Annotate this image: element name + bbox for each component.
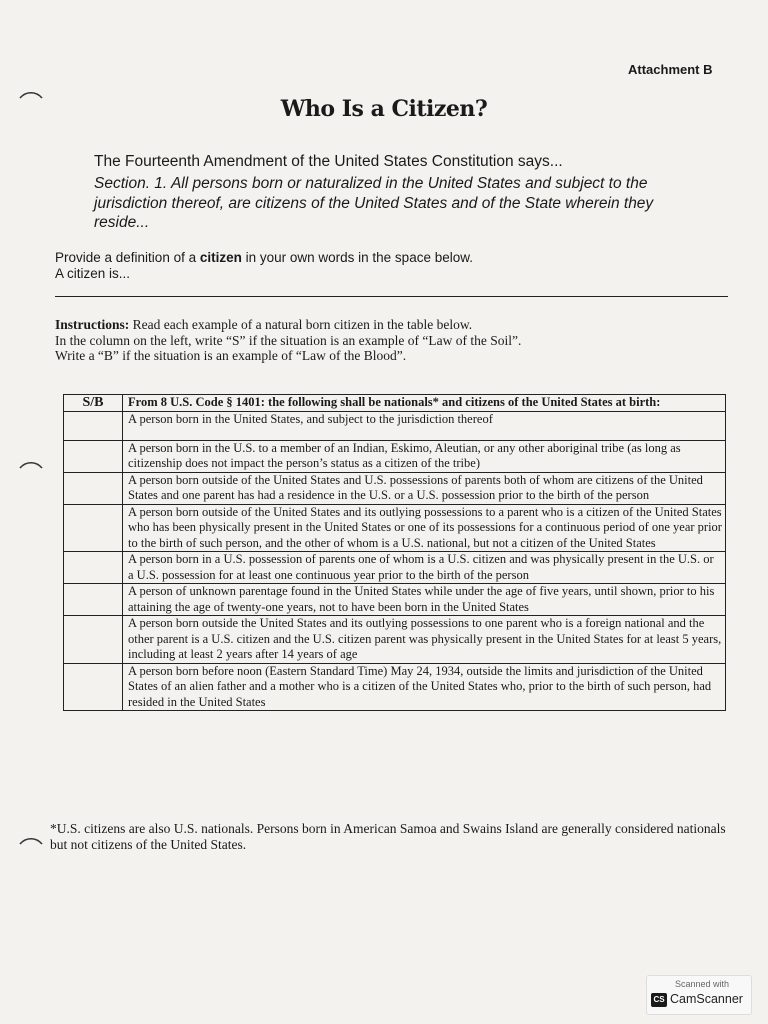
- table-row: [64, 616, 726, 664]
- sb-answer-input[interactable]: [64, 616, 122, 644]
- sb-answer-input[interactable]: [64, 473, 122, 501]
- camscanner-logo-icon: CS: [651, 993, 667, 1007]
- table-header-row: [64, 395, 726, 412]
- instructions-label: Instructions:: [55, 317, 130, 332]
- sb-answer-input[interactable]: [64, 664, 122, 692]
- camscanner-watermark: [646, 975, 752, 1015]
- nationals-footnote: *U.S. citizens are also U.S. nationals. Persons born in American Samoa and Swains Island are generally considered nationals but not citizens of the United States.: [50, 821, 726, 852]
- instructions-block: [55, 317, 735, 364]
- table-row: [64, 552, 726, 584]
- sb-answer-input[interactable]: [64, 584, 122, 612]
- amendment-heading: The Fourteenth Amendment of the United States Constitution says...: [94, 153, 563, 170]
- binder-hole-mark: [18, 836, 44, 850]
- scenario-text: A person born before noon (Eastern Standard Time) May 24, 1934, outside the limits and jurisdiction of the United States of an alien father and a mother who is a citizen of the United States who, prior to the birth of such person, had resided in the United States: [123, 663, 726, 711]
- binder-hole-mark: [18, 460, 44, 474]
- scenario-text: A person born in the U.S. to a member of an Indian, Eskimo, Aleutian, or any other aboriginal tribe (as long as citizenship does not impact the person’s status as a citizen of the tribe): [123, 440, 726, 472]
- citizenship-table: [63, 394, 726, 711]
- amendment-section-text: Section. 1. All persons born or naturalized in the United States and subject to the jurisdiction thereof, are citizens of the United States and of the State wherein they reside...: [94, 175, 654, 231]
- definition-prompt-bold: citizen: [199, 250, 242, 265]
- scanned-with-label: Scanned with: [675, 979, 730, 989]
- table-row: [64, 411, 726, 440]
- scenario-text: A person born outside the United States and its outlying possessions to one parent who is a foreign national and the other parent is a U.S. citizen and the U.S. citizen parent was physically present in the United States for at least 5 years, including at least 2 years after 14 years of age: [123, 616, 726, 664]
- sb-answer-cell[interactable]: [64, 411, 123, 440]
- definition-answer-start: A citizen is...: [55, 266, 131, 281]
- table-row: [64, 584, 726, 616]
- sb-answer-input[interactable]: [64, 412, 122, 440]
- sb-answer-cell[interactable]: [64, 616, 123, 664]
- instructions-line-1: Read each example of a natural born citizen in the table below.: [129, 317, 473, 332]
- sb-answer-cell[interactable]: [64, 440, 123, 472]
- sb-answer-cell[interactable]: [64, 663, 123, 711]
- table-row: [64, 504, 726, 552]
- definition-answer-line[interactable]: [55, 296, 728, 297]
- table-row: [64, 472, 726, 504]
- sb-column-header: S/B: [64, 395, 123, 412]
- scenario-text: A person of unknown parentage found in the United States while under the age of five years, until shown, prior to his attaining the age of twenty-one years, not to have been born in the United States: [123, 584, 726, 616]
- definition-prompt: [55, 250, 473, 282]
- attachment-label: Attachment B: [628, 62, 713, 77]
- scenario-text: A person born in a U.S. possession of parents one of whom is a U.S. citizen and was physically present in the U.S. or a U.S. possession for at least one continuous year prior to the birth of the person: [123, 552, 726, 584]
- sb-answer-cell[interactable]: [64, 504, 123, 552]
- camscanner-brand: CamScanner: [670, 992, 743, 1006]
- scenario-text: A person born outside of the United States and U.S. possessions of parents both of whom are citizens of the United States and one parent has had a residence in the U.S. or a U.S. possession prior to the birth of the person: [123, 472, 726, 504]
- sb-answer-input[interactable]: [64, 552, 122, 580]
- sb-answer-cell[interactable]: [64, 552, 123, 584]
- definition-prompt-before: Provide a definition of a: [55, 250, 200, 265]
- sb-answer-cell[interactable]: [64, 472, 123, 504]
- law-column-header: From 8 U.S. Code § 1401: the following shall be nationals* and citizens of the United States at birth:: [123, 395, 726, 412]
- sb-answer-cell[interactable]: [64, 584, 123, 616]
- page-title: Who Is a Citizen?: [280, 96, 488, 122]
- sb-answer-input[interactable]: [64, 441, 122, 469]
- table-row: [64, 440, 726, 472]
- definition-prompt-after: in your own words in the space below.: [241, 250, 473, 265]
- scenario-text: A person born in the United States, and subject to the jurisdiction thereof: [123, 411, 726, 440]
- instructions-line-3: Write a “B” if the situation is an example of “Law of the Blood”.: [55, 348, 407, 363]
- scenario-text: A person born outside of the United States and its outlying possessions to a parent who is a citizen of the United States who has been physically present in the United States or one of its possessions for a continuous period of one year prior to the birth of such person, and the other of whom is a U.S. national, but not a citizen of the United States: [123, 504, 726, 552]
- sb-answer-input[interactable]: [64, 505, 122, 533]
- instructions-line-2: In the column on the left, write “S” if the situation is an example of “Law of the Soil”.: [55, 332, 522, 348]
- table-row: [64, 663, 726, 711]
